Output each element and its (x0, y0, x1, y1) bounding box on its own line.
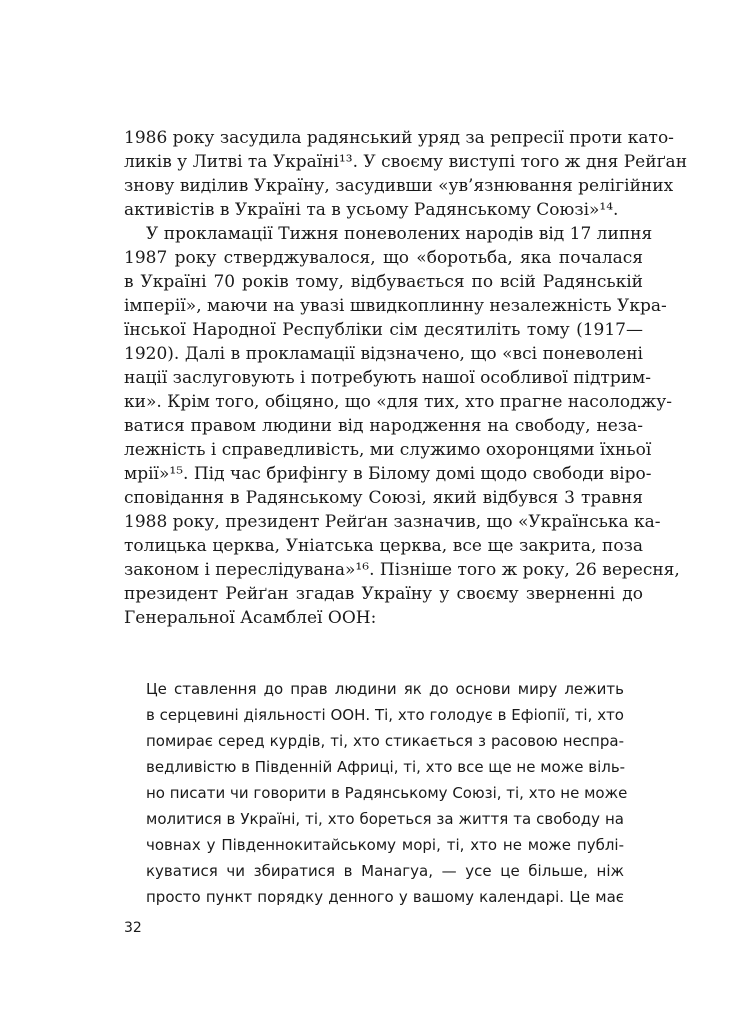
body-text-line: толицька церква, Уніатська церква, все ще закрита, поза (124, 536, 643, 556)
quote-text-line: но писати чи говорити в Радянському Союзі, ті, хто не може (146, 784, 628, 802)
body-text-line: президент Рейґан згадав Україну у своєму зверненні до (124, 584, 643, 604)
page-number: 32 (124, 920, 142, 936)
body-text-line: їнської Народної Республіки сім десятиліть тому (1917— (124, 320, 643, 340)
quote-text-line: ведливістю в Південній Африці, ті, хто все ще не може віль- (146, 758, 626, 776)
body-text-line: ликів у Литві та Україні¹³. У своєму виступі того ж дня Рейґан (124, 152, 688, 172)
quote-text-line: молитися в Україні, ті, хто бореться за життя та свободу на (146, 810, 624, 828)
body-text-line: сповідання в Радянському Союзі, який відбувся 3 травня (124, 488, 643, 508)
body-text-line: нації заслуговують і потребують нашої особливої підтрим- (124, 368, 652, 388)
quote-text-line: в серцевині діяльності ООН. Ті, хто голодує в Ефіопії, ті, хто (146, 706, 624, 724)
body-text-line: У прокламації Тижня поневолених народів від 17 липня (146, 224, 653, 244)
body-text-line: 1987 року стверджувалося, що «боротьба, яка почалася (124, 248, 643, 268)
body-text-line: ки». Крім того, обіцяно, що «для тих, хто прагне насолоджу- (124, 392, 672, 412)
body-text-line: лежність і справедливість, ми служимо охоронцями їхньої (124, 440, 652, 460)
quote-text-line: човнах у Південнокитайському морі, ті, хто не може публі- (146, 836, 624, 854)
quote-text-line: помирає серед курдів, ті, хто стикається з расовою неспра- (146, 732, 624, 750)
body-text-line: законом і переслідувана»¹⁶. Пізніше того ж року, 26 вересня, (124, 560, 680, 580)
body-text-line: імперії», маючи на увазі швидкоплинну незалежність Укра- (124, 296, 667, 316)
body-text-line: мрії»¹⁵. Під час брифінгу в Білому домі щодо свободи віро- (124, 464, 652, 484)
body-text-line: 1986 року засудила радянський уряд за репресії проти като- (124, 128, 674, 148)
body-text-line: 1988 року, президент Рейґан зазначив, що «Українська ка- (124, 512, 661, 532)
quote-text-line: просто пункт порядку денного у вашому календарі. Це має (146, 888, 624, 906)
body-text-line: в Україні 70 років тому, відбувається по всій Радянській (124, 272, 643, 292)
body-text-line: 1920). Далі в прокламації відзначено, що «всі поневолені (124, 344, 643, 364)
quote-text-line: Це ставлення до прав людини як до основи миру лежить (146, 680, 624, 698)
body-text-line: Генеральної Асамблеї ООН: (124, 608, 377, 628)
body-text-line: знову виділив Україну, засудивши «ув’язнювання релігійних (124, 176, 674, 196)
quote-text-line: куватися чи збиратися в Манагуа, — усе це більше, ніж (146, 862, 624, 880)
body-text-line: активістів в Україні та в усьому Радянському Союзі»¹⁴. (124, 200, 619, 220)
body-text-line: ватися правом людини від народження на свободу, неза- (124, 416, 643, 436)
